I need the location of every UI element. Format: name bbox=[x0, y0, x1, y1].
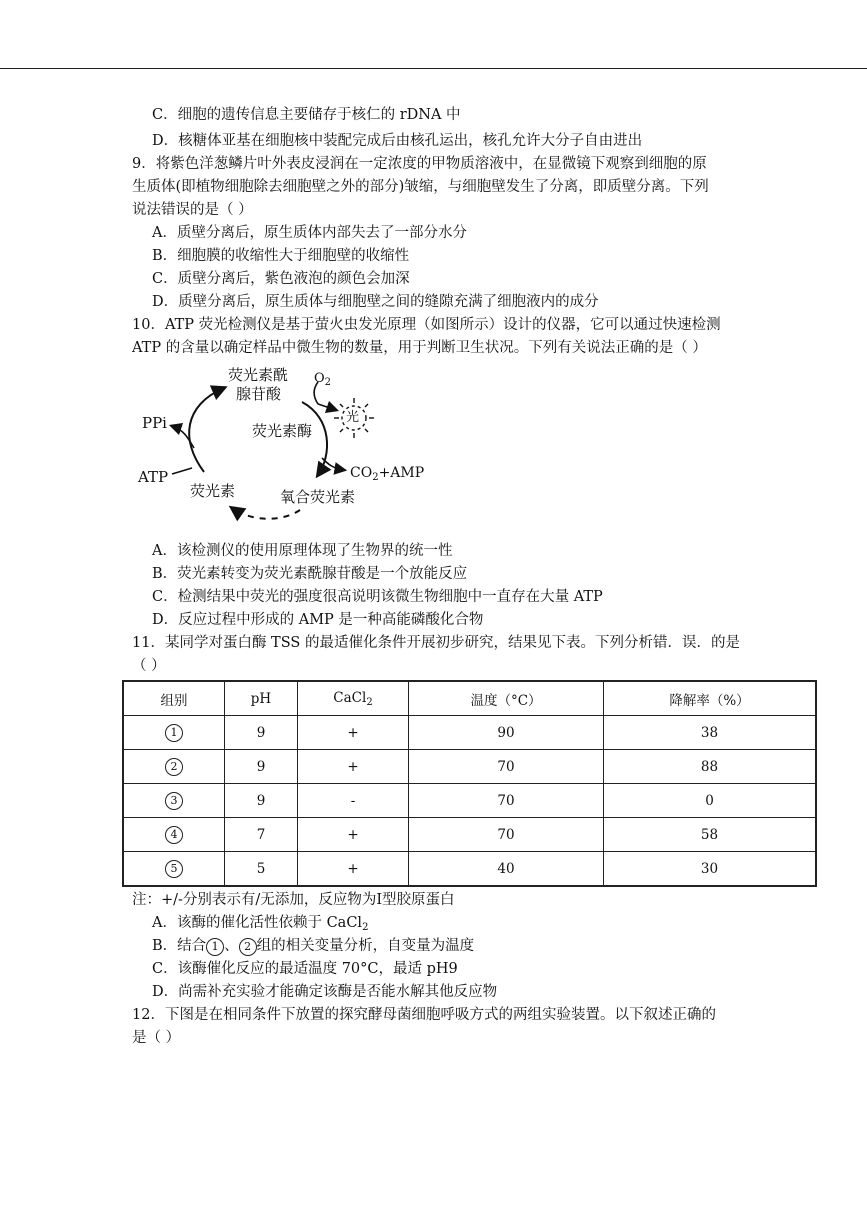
table-cell: 9 bbox=[225, 716, 298, 750]
table-cell bbox=[123, 750, 225, 784]
table-cell: 88 bbox=[604, 750, 817, 784]
light-arrow bbox=[318, 404, 336, 410]
label-oxyluciferin: 氧合荧光素 bbox=[280, 488, 356, 506]
table-header: pH bbox=[225, 681, 298, 716]
q10-stem-line-2: ATP 的含量以确定样品中微生物的数量，用于判断卫生状况。下列有关说法正确的是（ ） bbox=[132, 340, 707, 356]
q9-option-d: D．质壁分离后，原生质体与细胞壁之间的缝隙充满了细胞液内的成分 bbox=[152, 294, 599, 310]
q8-option-c: C．细胞的遗传信息主要储存于核仁的 rDNA 中 bbox=[152, 107, 461, 123]
q10-option-b: B．荧光素转变为荧光素酰腺苷酸是一个放能反应 bbox=[152, 566, 468, 582]
table-header-row bbox=[123, 681, 816, 716]
table-cell: 58 bbox=[604, 818, 817, 852]
table-cell bbox=[123, 852, 225, 887]
table-row bbox=[123, 784, 816, 818]
table-cell: 7 bbox=[225, 818, 298, 852]
q8-option-d: D．核糖体亚基在细胞核中装配完成后由核孔运出，核孔允许大分子自由进出 bbox=[152, 133, 643, 149]
table-cell: 0 bbox=[604, 784, 817, 818]
q11-option-c: C．该酶催化反应的最适温度 70°C，最适 pH9 bbox=[152, 961, 458, 977]
cycle-arrow-upper-left bbox=[189, 388, 224, 472]
q11-option-a bbox=[152, 913, 368, 938]
table-cell: 38 bbox=[604, 716, 817, 750]
q11-table-note: 注：+/-分别表示有/无添加，反应物为Ⅰ型胶原蛋白 bbox=[132, 892, 455, 908]
q9-option-c: C．质壁分离后，紫色液泡的颜色会加深 bbox=[152, 271, 410, 287]
label-atp: ATP bbox=[138, 468, 169, 486]
q9-option-b: B．细胞膜的收缩性大于细胞壁的收缩性 bbox=[152, 248, 410, 264]
table-row bbox=[123, 818, 816, 852]
q10-option-d: D．反应过程中形成的 AMP 是一种高能磷酸化合物 bbox=[152, 612, 484, 628]
table-cell bbox=[123, 784, 225, 818]
circled-number: 1 bbox=[165, 724, 183, 742]
label-o2-text: O bbox=[314, 371, 325, 386]
table-cell: 5 bbox=[225, 852, 298, 887]
label-luciferase: 荧光素酶 bbox=[252, 422, 313, 440]
cycle-arrow-bottom-return bbox=[232, 508, 300, 519]
label-co2-amp bbox=[350, 464, 424, 487]
q12-stem-line-2: 是（ ） bbox=[132, 1030, 181, 1046]
label-light: 光 bbox=[346, 410, 360, 425]
table-cell: 70 bbox=[409, 818, 604, 852]
table-header bbox=[298, 681, 409, 716]
table-cell: 70 bbox=[409, 784, 604, 818]
q11-option-b-text-end: 组的相关变量分析，自变量为温度 bbox=[256, 938, 475, 954]
label-co2-subscript: 2 bbox=[372, 472, 379, 483]
table-cell: 40 bbox=[409, 852, 604, 887]
table-cell: - bbox=[298, 784, 409, 818]
circled-number: 3 bbox=[165, 792, 183, 810]
table-header: 降解率（%） bbox=[604, 681, 817, 716]
q10-option-c: C．检测结果中荧光的强度很高说明该微生物细胞中一直存在大量 ATP bbox=[152, 589, 603, 605]
table-cell: 90 bbox=[409, 716, 604, 750]
table-cell: 9 bbox=[225, 784, 298, 818]
table-header: 组别 bbox=[123, 681, 225, 716]
label-luciferin: 荧光素 bbox=[190, 482, 236, 500]
table-cell bbox=[123, 716, 225, 750]
table-row bbox=[123, 852, 816, 887]
table-header: 温度（°C） bbox=[409, 681, 604, 716]
label-o2 bbox=[314, 370, 331, 392]
table-header-cacl-subscript: 2 bbox=[366, 696, 373, 708]
q9-stem-line-1: 9．将紫色洋葱鳞片叶外表皮浸润在一定浓度的甲物质溶液中，在显微镜下观察到细胞的原 bbox=[132, 156, 707, 172]
circled-number: 2 bbox=[165, 758, 183, 776]
label-amp-text: +AMP bbox=[378, 465, 425, 481]
q9-option-a: A．质壁分离后，原生质体内部失去了一部分水分 bbox=[152, 225, 467, 241]
q11-option-b-separator: 、 bbox=[224, 938, 239, 954]
q9-stem-line-2: 生质体(即植物细胞除去细胞壁之外的部分)皱缩，与细胞壁发生了分离，即质壁分离。下列 bbox=[132, 179, 709, 195]
circled-number: 4 bbox=[165, 826, 183, 844]
table-row bbox=[123, 716, 816, 750]
q10-option-a: A．该检测仪的使用原理体现了生物界的统一性 bbox=[152, 543, 453, 559]
label-luciferyl-adenylate-2: 腺苷酸 bbox=[236, 385, 282, 403]
table-header-cacl: CaCl bbox=[333, 689, 367, 706]
label-co2-text: CO bbox=[350, 465, 373, 481]
q9-stem-line-3: 说法错误的是（ ） bbox=[132, 202, 253, 218]
table-cell: + bbox=[298, 750, 409, 784]
label-o2-subscript: 2 bbox=[324, 377, 332, 388]
enzyme-results-table bbox=[122, 680, 817, 887]
q11-stem-line-1: 11．某同学对蛋白酶 TSS 的最适催化条件开展初步研究，结果见下表。下列分析错．误．的是 bbox=[132, 635, 740, 651]
circled-number: 5 bbox=[165, 860, 183, 878]
label-ppi: PPi bbox=[142, 414, 167, 432]
q11-option-a-subscript: 2 bbox=[362, 922, 369, 933]
table-cell: 70 bbox=[409, 750, 604, 784]
circled-number: 1 bbox=[206, 938, 224, 956]
q11-option-a-text: A．该酶的催化活性依赖于 CaCl bbox=[152, 915, 363, 931]
q12-stem-line-1: 12．下图是在相同条件下放置的探究酵母菌细胞呼吸方式的两组实验装置。以下叙述正确的 bbox=[132, 1007, 716, 1023]
q11-option-b bbox=[152, 936, 474, 956]
table-cell: + bbox=[298, 852, 409, 887]
circled-number: 2 bbox=[239, 938, 257, 956]
table-cell: 30 bbox=[604, 852, 817, 887]
q11-option-b-text-start: B．结合 bbox=[152, 938, 207, 954]
table-cell: + bbox=[298, 818, 409, 852]
q11-stem-line-2: （ ） bbox=[132, 658, 166, 674]
table-cell bbox=[123, 818, 225, 852]
header-rule bbox=[0, 68, 867, 69]
table-cell: + bbox=[298, 716, 409, 750]
table-cell: 9 bbox=[225, 750, 298, 784]
table-row bbox=[123, 750, 816, 784]
atp-input-line bbox=[172, 468, 192, 474]
q11-option-d: D．尚需补充实验才能确定该酶是否能水解其他反应物 bbox=[152, 984, 498, 1000]
firefly-luminescence-diagram bbox=[132, 360, 452, 530]
q10-stem-line-1: 10．ATP 荧光检测仪是基于萤火虫发光原理（如图所示）设计的仪器，它可以通过快速检测 bbox=[132, 317, 721, 333]
label-luciferyl-adenylate-1: 荧光素酰 bbox=[228, 366, 289, 384]
